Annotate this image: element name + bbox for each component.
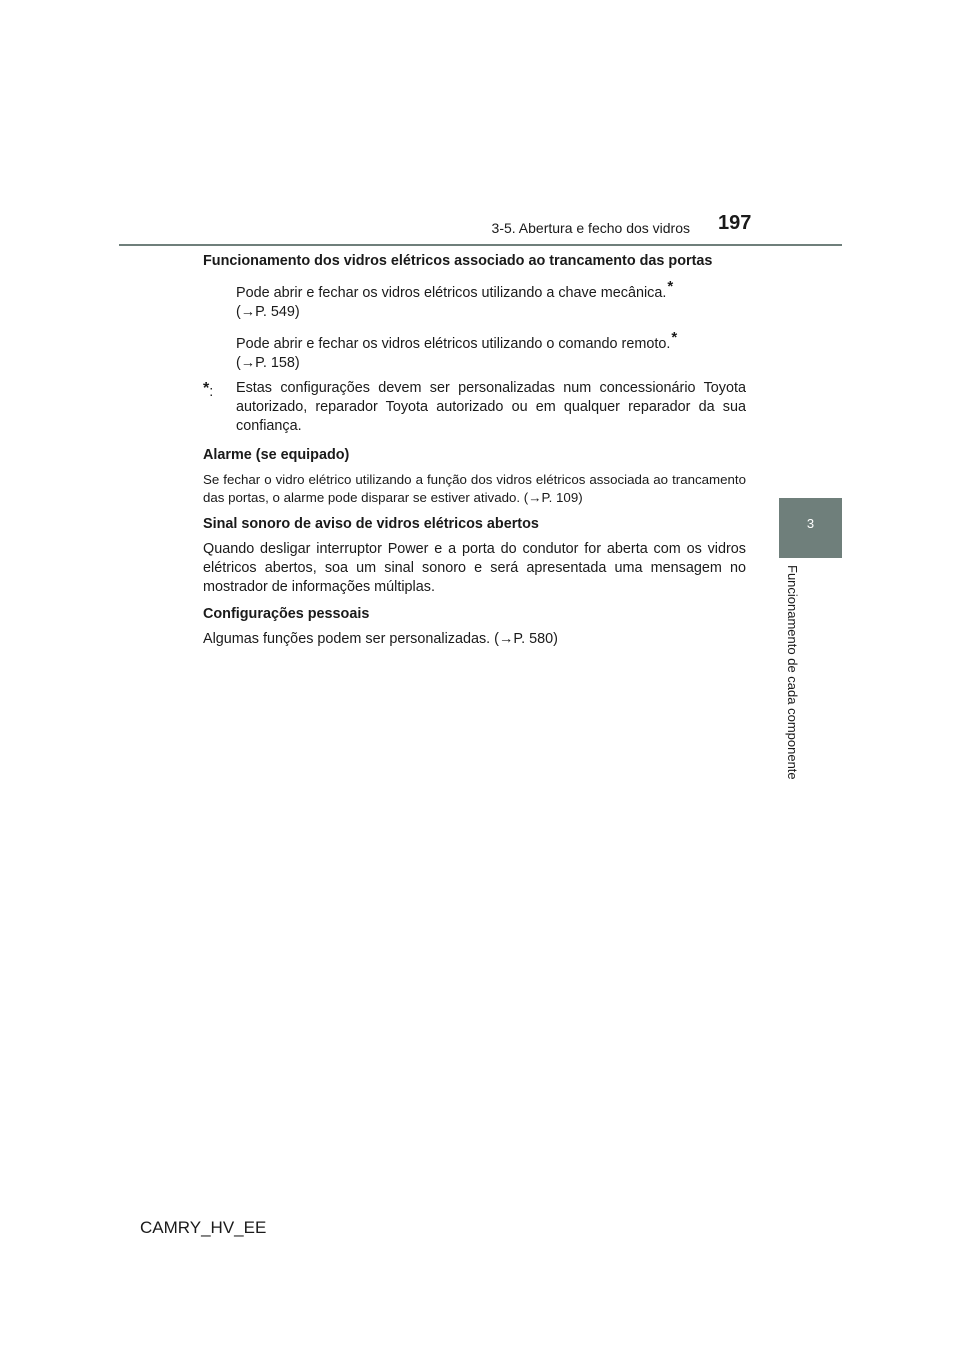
section-open-window-buzzer [203,515,746,597]
block-title: Configurações pessoais [203,606,370,622]
block-title: Funcionamento dos vidros elétricos associado ao trancamento das portas [203,253,713,269]
block-text: Quando desligar interruptor Power e a porta do condutor for aberta com os vidros elétricos abertos, soa um sinal sonoro e será apresentada uma mensagem no mostrador de informações múltiplas. [203,541,746,595]
list-item [203,277,746,322]
footnote-text: Estas configurações devem ser personalizadas num concessionário Toyota autorizado, reparador Toyota autorizado ou em qualquer reparador da sua confiança. [236,380,746,434]
block-title: Sinal sonoro de aviso de vidros elétricos abertos [203,516,539,532]
page-content [203,252,746,649]
item-text: Pode abrir e fechar os vidros elétricos utilizando a chave mecânica. [236,285,667,301]
chapter-tab-number: 3 [806,516,815,531]
block-text: Se fechar o vidro elétrico utilizando a função dos vidros elétricos associada ao trancamento das portas, o alarme pode disparar se estiver ativado. (→P. 109) [203,472,746,505]
chapter-tab [779,498,842,558]
chapter-side-label [785,565,805,810]
page-reference: (→P. 549) [236,304,300,320]
block-text: Algumas funções podem ser personalizadas. (→P. 580) [203,631,558,647]
block-title: Alarme (se equipado) [203,447,350,463]
asterisk-mark: * [671,329,678,346]
section-personal-settings [203,605,746,649]
section-alarm [203,446,746,507]
model-code: CAMRY_HV_EE [140,1218,267,1237]
list-item [203,328,746,373]
footnote-marker [203,379,213,402]
chapter-side-label-text: Funcionamento de cada componente [785,565,800,780]
section-door-lock-linked-windows [203,252,746,436]
page-number: 197 [718,212,752,234]
footnote-colon: : [209,384,214,400]
asterisk-mark: * [667,278,674,295]
header-divider [119,244,842,246]
footnote-asterisk: * [203,380,210,397]
section-title: 3-5. Abertura e fecho dos vidros [491,220,690,236]
page-reference: (→P. 158) [236,355,300,371]
footnote [203,379,746,436]
item-text: Pode abrir e fechar os vidros elétricos utilizando o comando remoto. [236,336,671,352]
